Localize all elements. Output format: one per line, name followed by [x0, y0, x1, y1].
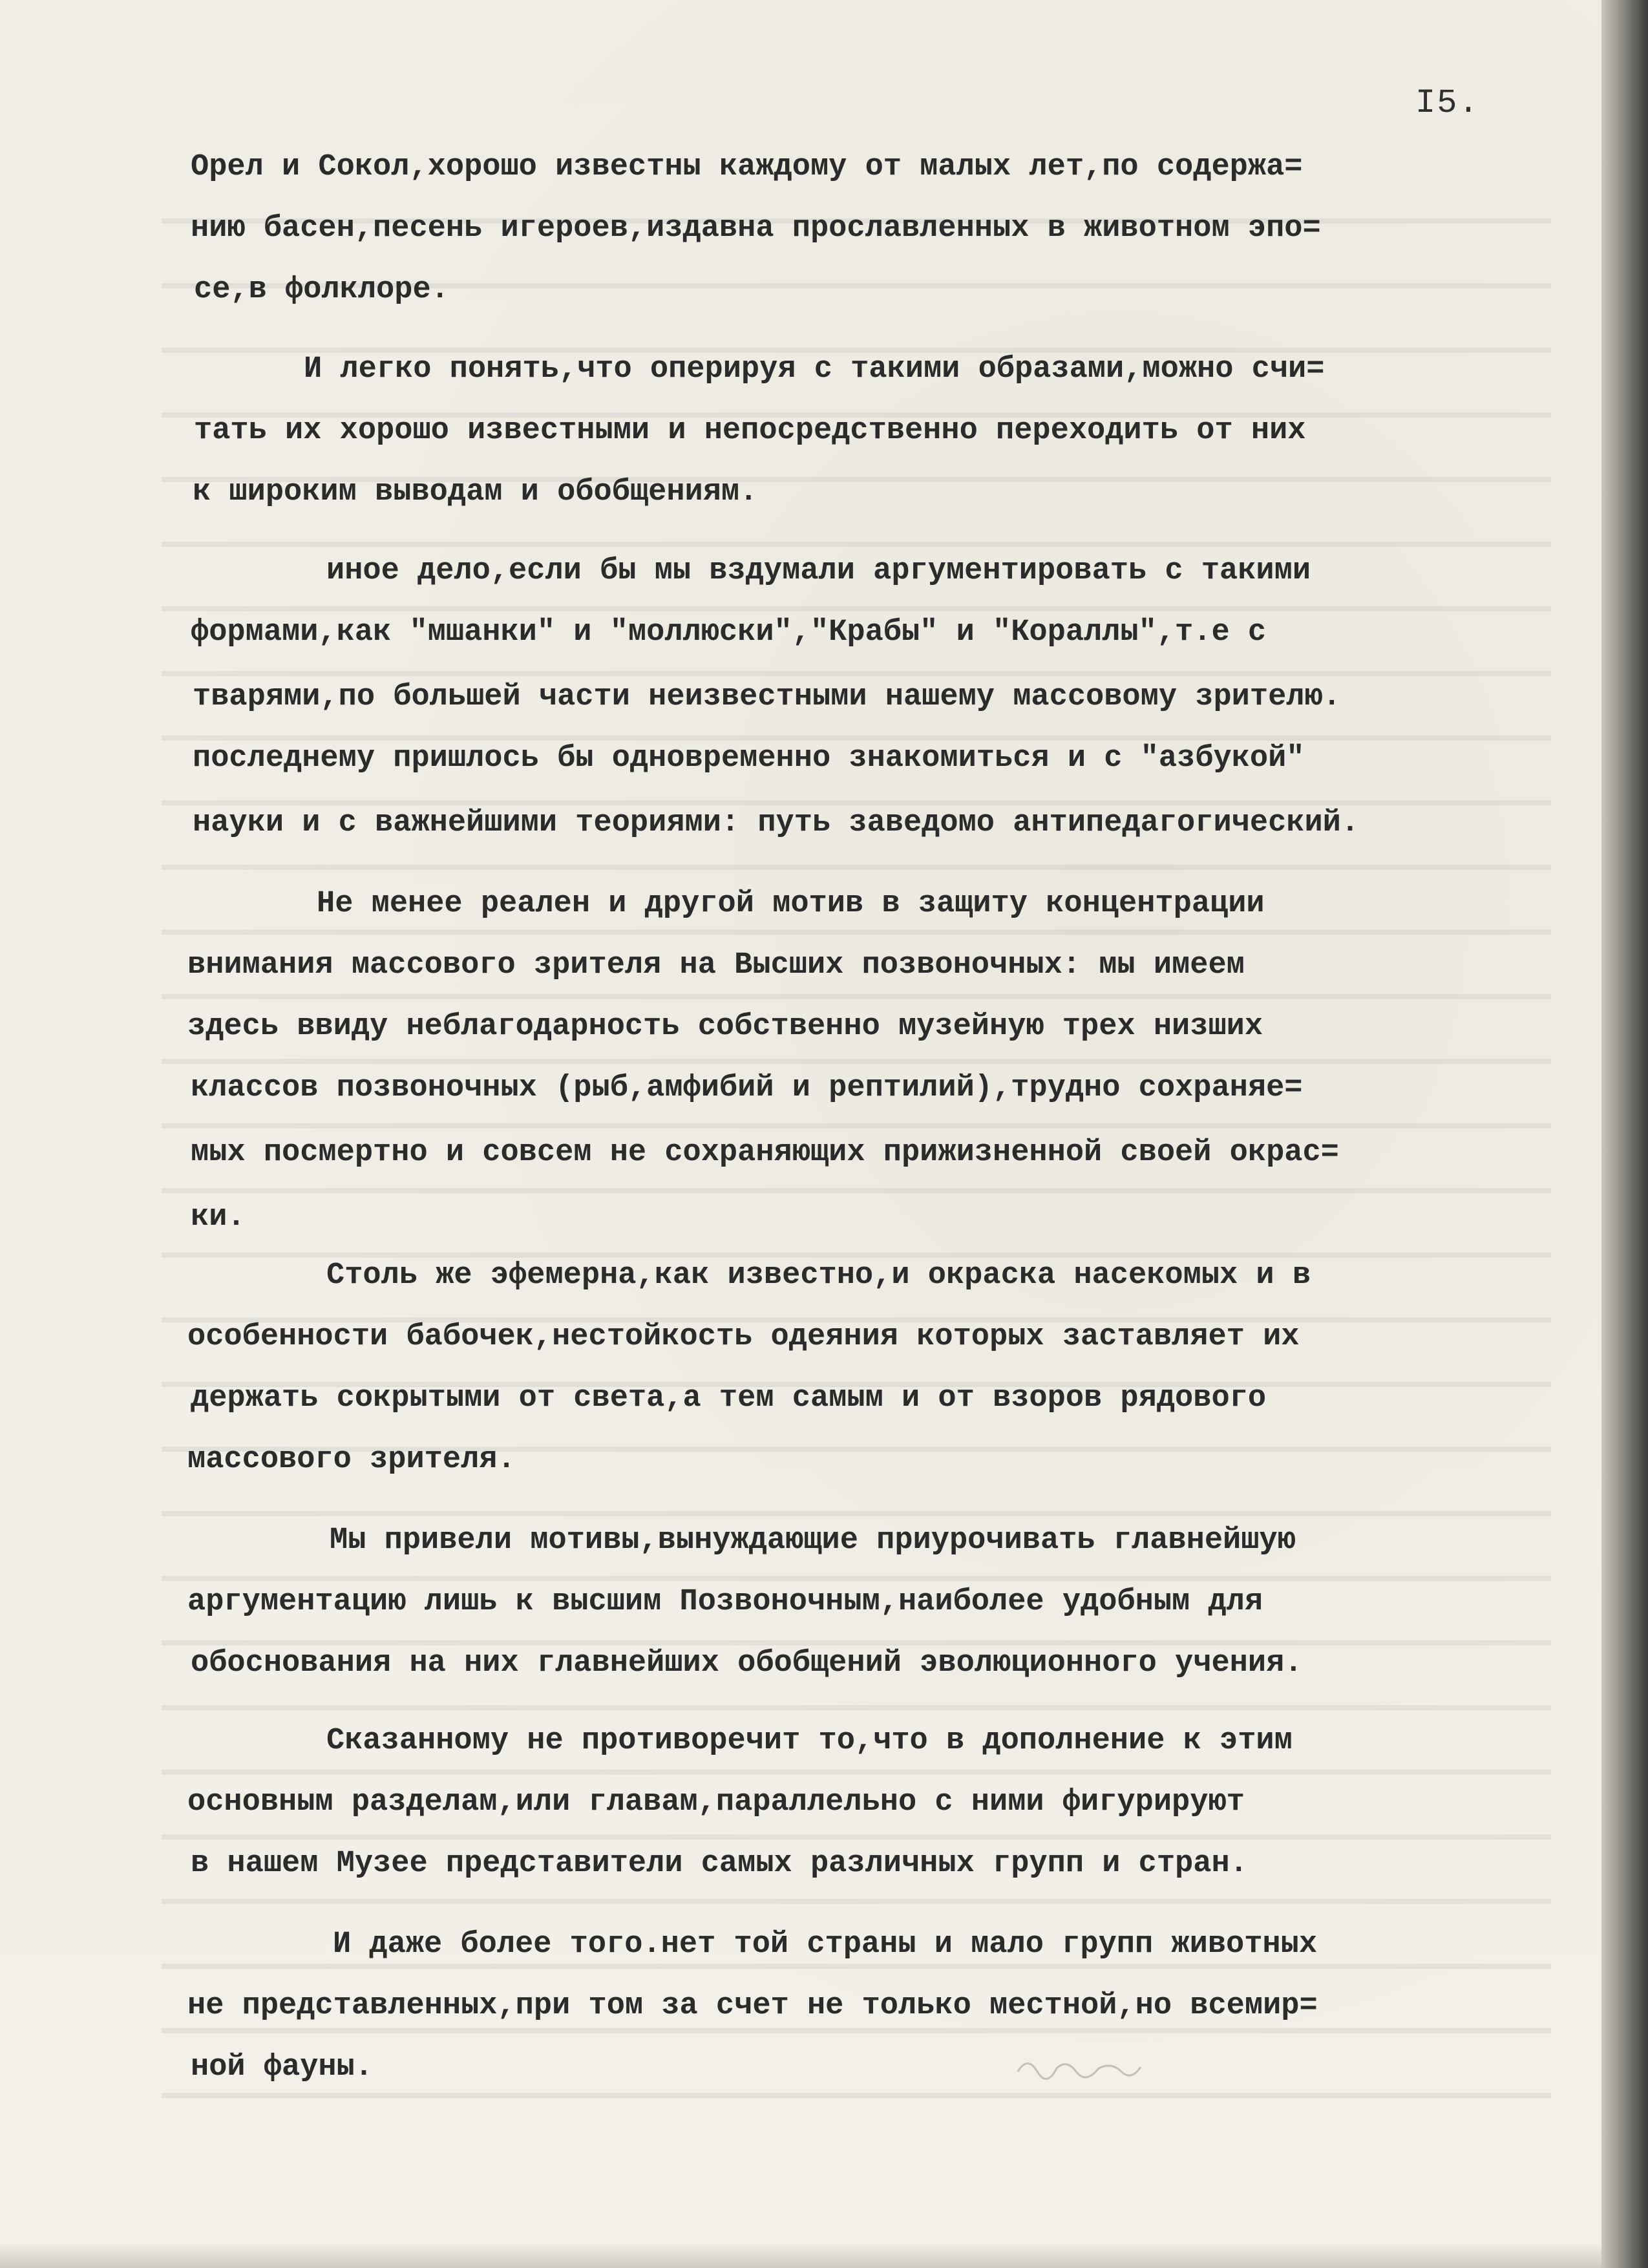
text-line: Столь же эфемерна,как известно,и окраска насекомых и в [326, 1258, 1311, 1293]
page-number: I5. [1415, 84, 1480, 122]
text-line: Мы привели мотивы,вынуждающие приурочивать главнейшую [330, 1523, 1296, 1558]
text-line: обоснования на них главнейших обобщений эволюционного учения. [191, 1646, 1303, 1680]
text-line: ной фауны. [191, 2050, 374, 2084]
text-line: последнему пришлось бы одновременно знакомиться и с "азбукой" [193, 741, 1305, 776]
scan-edge-bottom [0, 2243, 1601, 2268]
text-line: И даже более того.нет той страны и мало групп животных [333, 1927, 1318, 1962]
text-line: И легко понять,что оперируя с такими образами,можно счи= [304, 352, 1325, 387]
text-line: тварями,по большей части неизвестными нашему массовому зрителю. [193, 680, 1341, 714]
text-line: аргументацию лишь к высшим Позвоночным,наиболее удобным для [187, 1585, 1263, 1619]
text-line: держать сокрытыми от света,а тем самым и от взоров рядового [191, 1381, 1267, 1415]
text-line: ки. [191, 1200, 246, 1235]
text-line: науки и с важнейшими теориями: путь заведомо антипедагогический. [193, 806, 1360, 840]
text-line: Не менее реален и другой мотив в защиту концентрации [317, 887, 1265, 921]
text-line: особенности бабочек,нестойкость одеяния которых заставляет их [187, 1320, 1300, 1354]
text-line: к широким выводам и обобщениям. [193, 475, 758, 509]
text-line: мых посмертно и совсем не сохраняющих прижизненной своей окрас= [191, 1136, 1339, 1170]
handwritten-note [1015, 2042, 1144, 2088]
text-line: формами,как "мшанки" и "моллюски","Крабы" и "Кораллы",т.е с [191, 615, 1267, 650]
text-line: внимания массового зрителя на Высших позвоночных: мы имеем [187, 948, 1245, 982]
text-line: здесь ввиду неблагодарность собственно музейную трех низших [187, 1010, 1263, 1044]
text-line: основным разделам,или главам,параллельно с ними фигурируют [187, 1785, 1245, 1819]
text-line: массового зрителя. [187, 1443, 516, 1477]
text-line: иное дело,если бы мы вздумали аргументировать с такими [326, 554, 1311, 588]
text-line: в нашем Музее представители самых различных групп и стран. [191, 1847, 1248, 1881]
text-line: не представленных,при том за счет не только местной,но всемир= [187, 1989, 1318, 2023]
scan-edge-right [1601, 0, 1648, 2268]
text-line: тать их хорошо известными и непосредственно переходить от них [194, 414, 1306, 448]
text-line: классов позвоночных (рыб,амфибий и рептилий),трудно сохраняе= [191, 1071, 1303, 1105]
text-line: се,в фолклоре. [194, 273, 449, 307]
text-line: нию басен,песень игероев,издавна прославленных в животном эпо= [191, 211, 1321, 246]
text-line: Сказанному не противоречит то,что в дополнение к этим [326, 1724, 1293, 1758]
text-line: Орел и Сокол,хорошо известны каждому от малых лет,по содержа= [191, 150, 1303, 184]
